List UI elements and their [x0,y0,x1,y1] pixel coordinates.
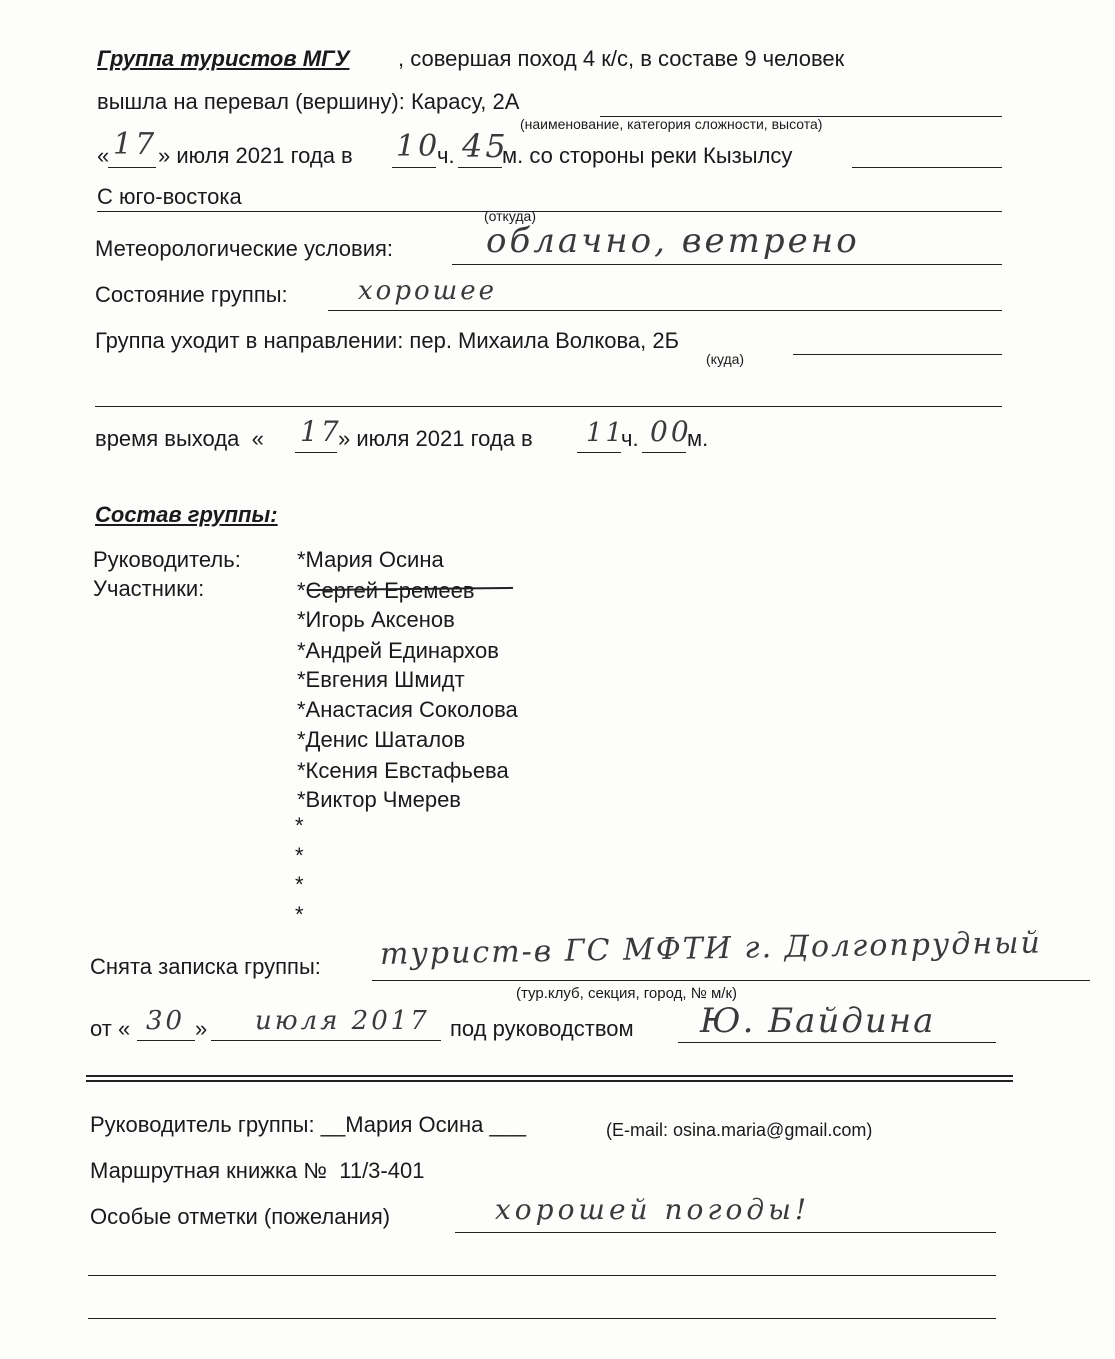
removal-leader-value: Ю. Байдина [700,1001,936,1041]
removal-month-underline [211,1040,441,1041]
member-item: *Евгения Шмидт [297,667,465,692]
members-label: Участники: [93,576,205,601]
hour-underline [392,167,436,168]
exit-day-underline [295,452,337,453]
exit-hour: 11 [586,418,626,448]
from-hint: (откуда) [484,208,536,224]
from-close: » [195,1016,208,1041]
direction-underline [793,354,1002,355]
day-underline [108,167,156,168]
member-item: * [295,843,304,868]
divider-bottom [86,1080,1013,1082]
weather-underline [452,264,1002,265]
from-underline [97,211,1002,212]
member-item: *Денис Шаталов [297,727,466,752]
leader-name: *Мария Осина [297,547,444,572]
state-underline [328,310,1002,311]
exit-label: время выхода « [95,426,264,451]
removal-leader-label: под руководством [450,1016,634,1041]
direction-label: Группа уходит в направлении: пер. Михаила Волкова, 2Б [95,328,680,353]
date-open: « [97,143,110,168]
exit-mid: » июля 2021 года в [338,426,533,451]
composition-title: Состав группы: [95,502,278,527]
member-item: * [295,813,304,838]
removal-hint: (тур.клуб, секция, город, № м/к) [516,985,738,1002]
route-book: Маршрутная книжка № 11/3-401 [90,1158,425,1183]
blank-line-1 [95,406,1002,407]
notes-value: хорошей погоды! [495,1193,811,1226]
exit-m: м. [687,426,709,451]
pass-hint: (наименование, категория сложности, высота) [520,116,823,132]
arrival-minute: 45 [462,127,509,165]
member-item: * [295,872,304,897]
from-open: от « [90,1016,131,1041]
removal-value: турист-в ГС МФТИ г. Долгопрудный [379,925,1043,972]
member-item: *Виктор Чмерев [297,787,461,812]
blank-line-2 [88,1275,996,1276]
group-name: Группа туристов МГУ [97,46,350,71]
exit-day: 17 [300,415,342,448]
footer-leader: Руководитель группы: __Мария Осина ___ [90,1112,527,1137]
minute-underline [458,167,502,168]
member-item: * [295,902,304,927]
member-item: *Андрей Единархов [297,638,499,663]
divider-top [86,1075,1013,1077]
notes-underline [455,1232,996,1233]
state-label: Состояние группы: [95,282,288,307]
state-value: хорошее [358,276,498,306]
river-label: м. со стороны реки Кызылсу [502,143,793,168]
removal-day: 30 [146,1006,186,1036]
notes-label: Особые отметки (пожелания) [90,1204,391,1229]
arrival-hour: 10 [396,129,441,164]
member-item: *Анастасия Соколова [297,697,518,722]
leader-label: Руководитель: [93,547,241,572]
intro-text: , совершая поход 4 к/с, в составе 9 человек [398,46,845,71]
removal-day-underline [137,1040,195,1041]
removal-label: Снята записка группы: [90,954,321,979]
hour-label: ч. [437,143,455,168]
pass-label: вышла на перевал (вершину): Карасу, 2А [97,89,520,114]
removal-underline [372,980,1090,981]
exit-hour-underline [577,452,621,453]
exit-minute: 00 [650,415,692,448]
weather-value: облачно, ветрено [486,221,860,261]
arrival-day: 17 [113,127,158,162]
member-item: *Игорь Аксенов [297,607,455,632]
member-item: *Ксения Евстафьева [297,758,509,783]
blank-line-3 [88,1318,996,1319]
date-mid: » июля 2021 года в [158,143,353,168]
direction-hint: (куда) [706,351,745,367]
from-side: С юго-востока [97,184,242,209]
removal-month: июля 2017 [255,1006,430,1036]
exit-minute-underline [642,452,686,453]
river-underline [852,167,1002,168]
member-item: *Сергей Еремеев [297,578,475,603]
weather-label: Метеорологические условия: [95,236,394,261]
removal-leader-underline [678,1042,996,1043]
footer-email: (E-mail: osina.maria@gmail.com) [606,1120,873,1140]
exit-h: ч. [621,426,639,451]
